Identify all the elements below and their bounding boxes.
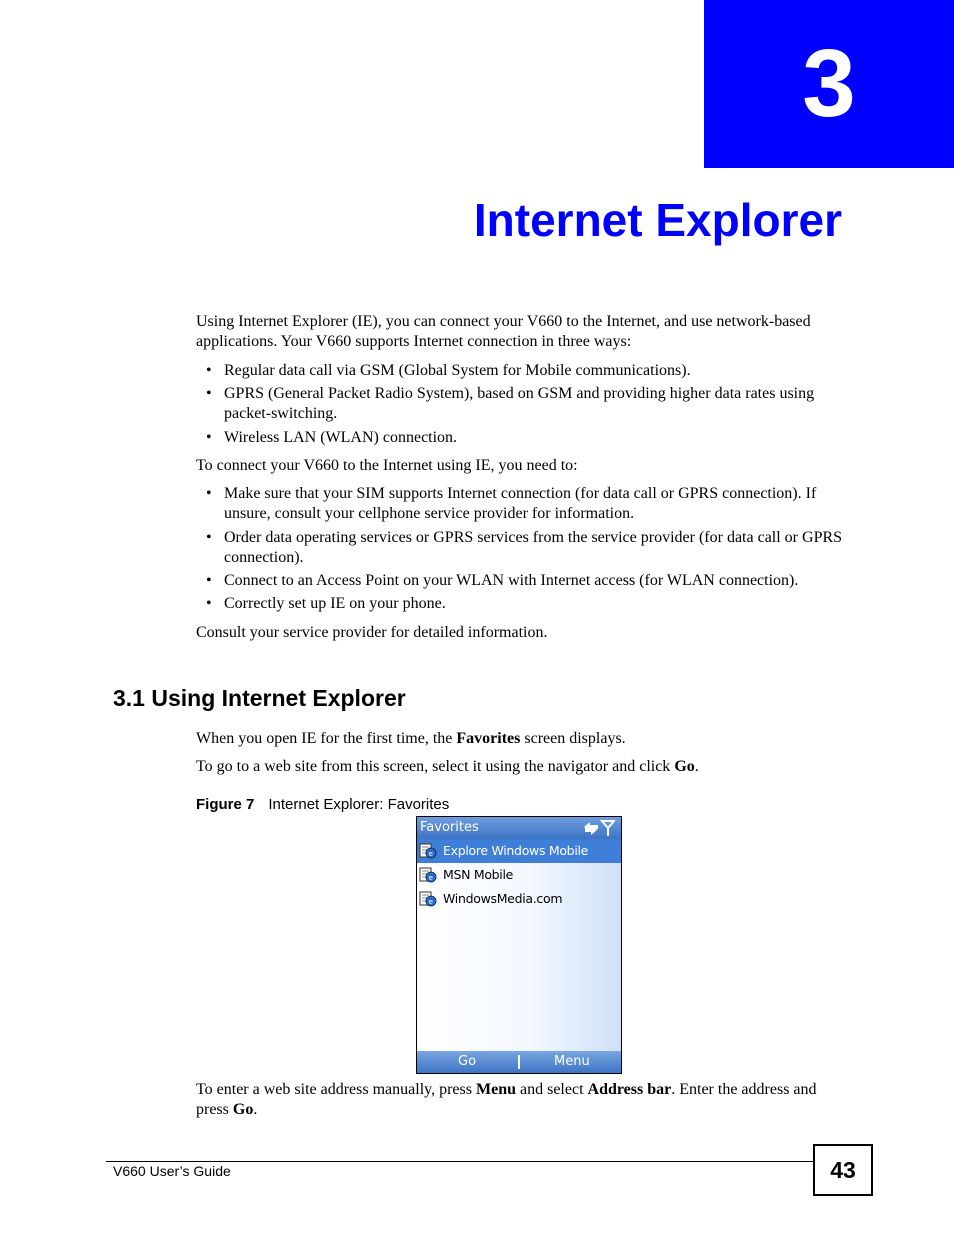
phone-title-bar	[417, 817, 621, 839]
chapter-number-box	[704, 0, 954, 168]
list-item: • Correctly set up IE on your phone.	[196, 594, 846, 614]
list-item: • GPRS (General Packet Radio System), based on GSM and providing higher data rates using packet-switching.	[196, 384, 846, 424]
list-item: • Connect to an Access Point on your WLAN with Internet access (for WLAN connection).	[196, 571, 846, 591]
chapter-number: 3	[802, 30, 856, 137]
softkey-divider	[518, 1055, 520, 1069]
list-item: • Order data operating services or GPRS services from the service provider (for data call or GPRS connection).	[196, 528, 846, 568]
svg-text:e: e	[428, 874, 433, 882]
list-item: • Wireless LAN (WLAN) connection.	[196, 428, 846, 448]
favorite-item-label: Explore Windows Mobile	[443, 843, 589, 858]
phone-softkey-bar	[417, 1051, 621, 1073]
svg-text:e: e	[428, 850, 433, 858]
phone-title: Favorites	[420, 820, 479, 835]
figure-caption	[196, 795, 449, 815]
softkey-go[interactable]: Go	[458, 1054, 477, 1069]
list-item: • Regular data call via GSM (Global System for Mobile communications).	[196, 361, 846, 381]
connection-methods-list	[196, 361, 846, 448]
section-paragraph-2: To go to a web site from this screen, select it using the navigator and click Go.	[196, 758, 699, 775]
page-number: 43	[813, 1144, 873, 1196]
favorite-item-explore-windows-mobile[interactable]	[417, 839, 621, 863]
favorite-item-msn-mobile[interactable]	[417, 863, 621, 887]
section-heading: 3.1 Using Internet Explorer	[113, 685, 406, 711]
connection-signal-icon	[581, 819, 615, 837]
svg-text:e: e	[428, 898, 433, 906]
phone-favorites-screenshot	[416, 816, 622, 1074]
favorite-item-label: MSN Mobile	[443, 867, 514, 882]
ie-favorite-icon	[419, 891, 437, 907]
figure-label: Figure 7	[196, 796, 255, 813]
ie-favorite-icon	[419, 843, 437, 859]
softkey-menu[interactable]: Menu	[554, 1054, 590, 1069]
figure-title: Internet Explorer: Favorites	[268, 796, 450, 813]
ie-favorite-icon	[419, 867, 437, 883]
footer-guide-title: V660 User’s Guide	[113, 1163, 231, 1179]
list-item: • Make sure that your SIM supports Internet connection (for data call or GPRS connection). If unsure, consult your cellphone service provider for information.	[196, 484, 846, 524]
section-paragraph-3: To enter a web site address manually, press Menu and select Address bar. Enter the address and press Go.	[196, 1081, 817, 1118]
favorite-item-label: WindowsMedia.com	[443, 891, 563, 906]
intro-paragraph-1: Using Internet Explorer (IE), you can connect your V660 to the Internet, and use network-based applications. Your V660 supports Internet connection in three ways:	[196, 313, 811, 350]
favorite-item-windowsmedia[interactable]	[417, 887, 621, 911]
chapter-title: Internet Explorer	[473, 194, 842, 246]
section-paragraph-1: When you open IE for the first time, the Favorites screen displays.	[196, 730, 626, 747]
favorites-list	[417, 839, 621, 1051]
requirements-list	[196, 484, 846, 614]
intro-paragraph-3: Consult your service provider for detailed information.	[196, 624, 548, 641]
intro-paragraph-2: To connect your V660 to the Internet using IE, you need to:	[196, 457, 578, 474]
